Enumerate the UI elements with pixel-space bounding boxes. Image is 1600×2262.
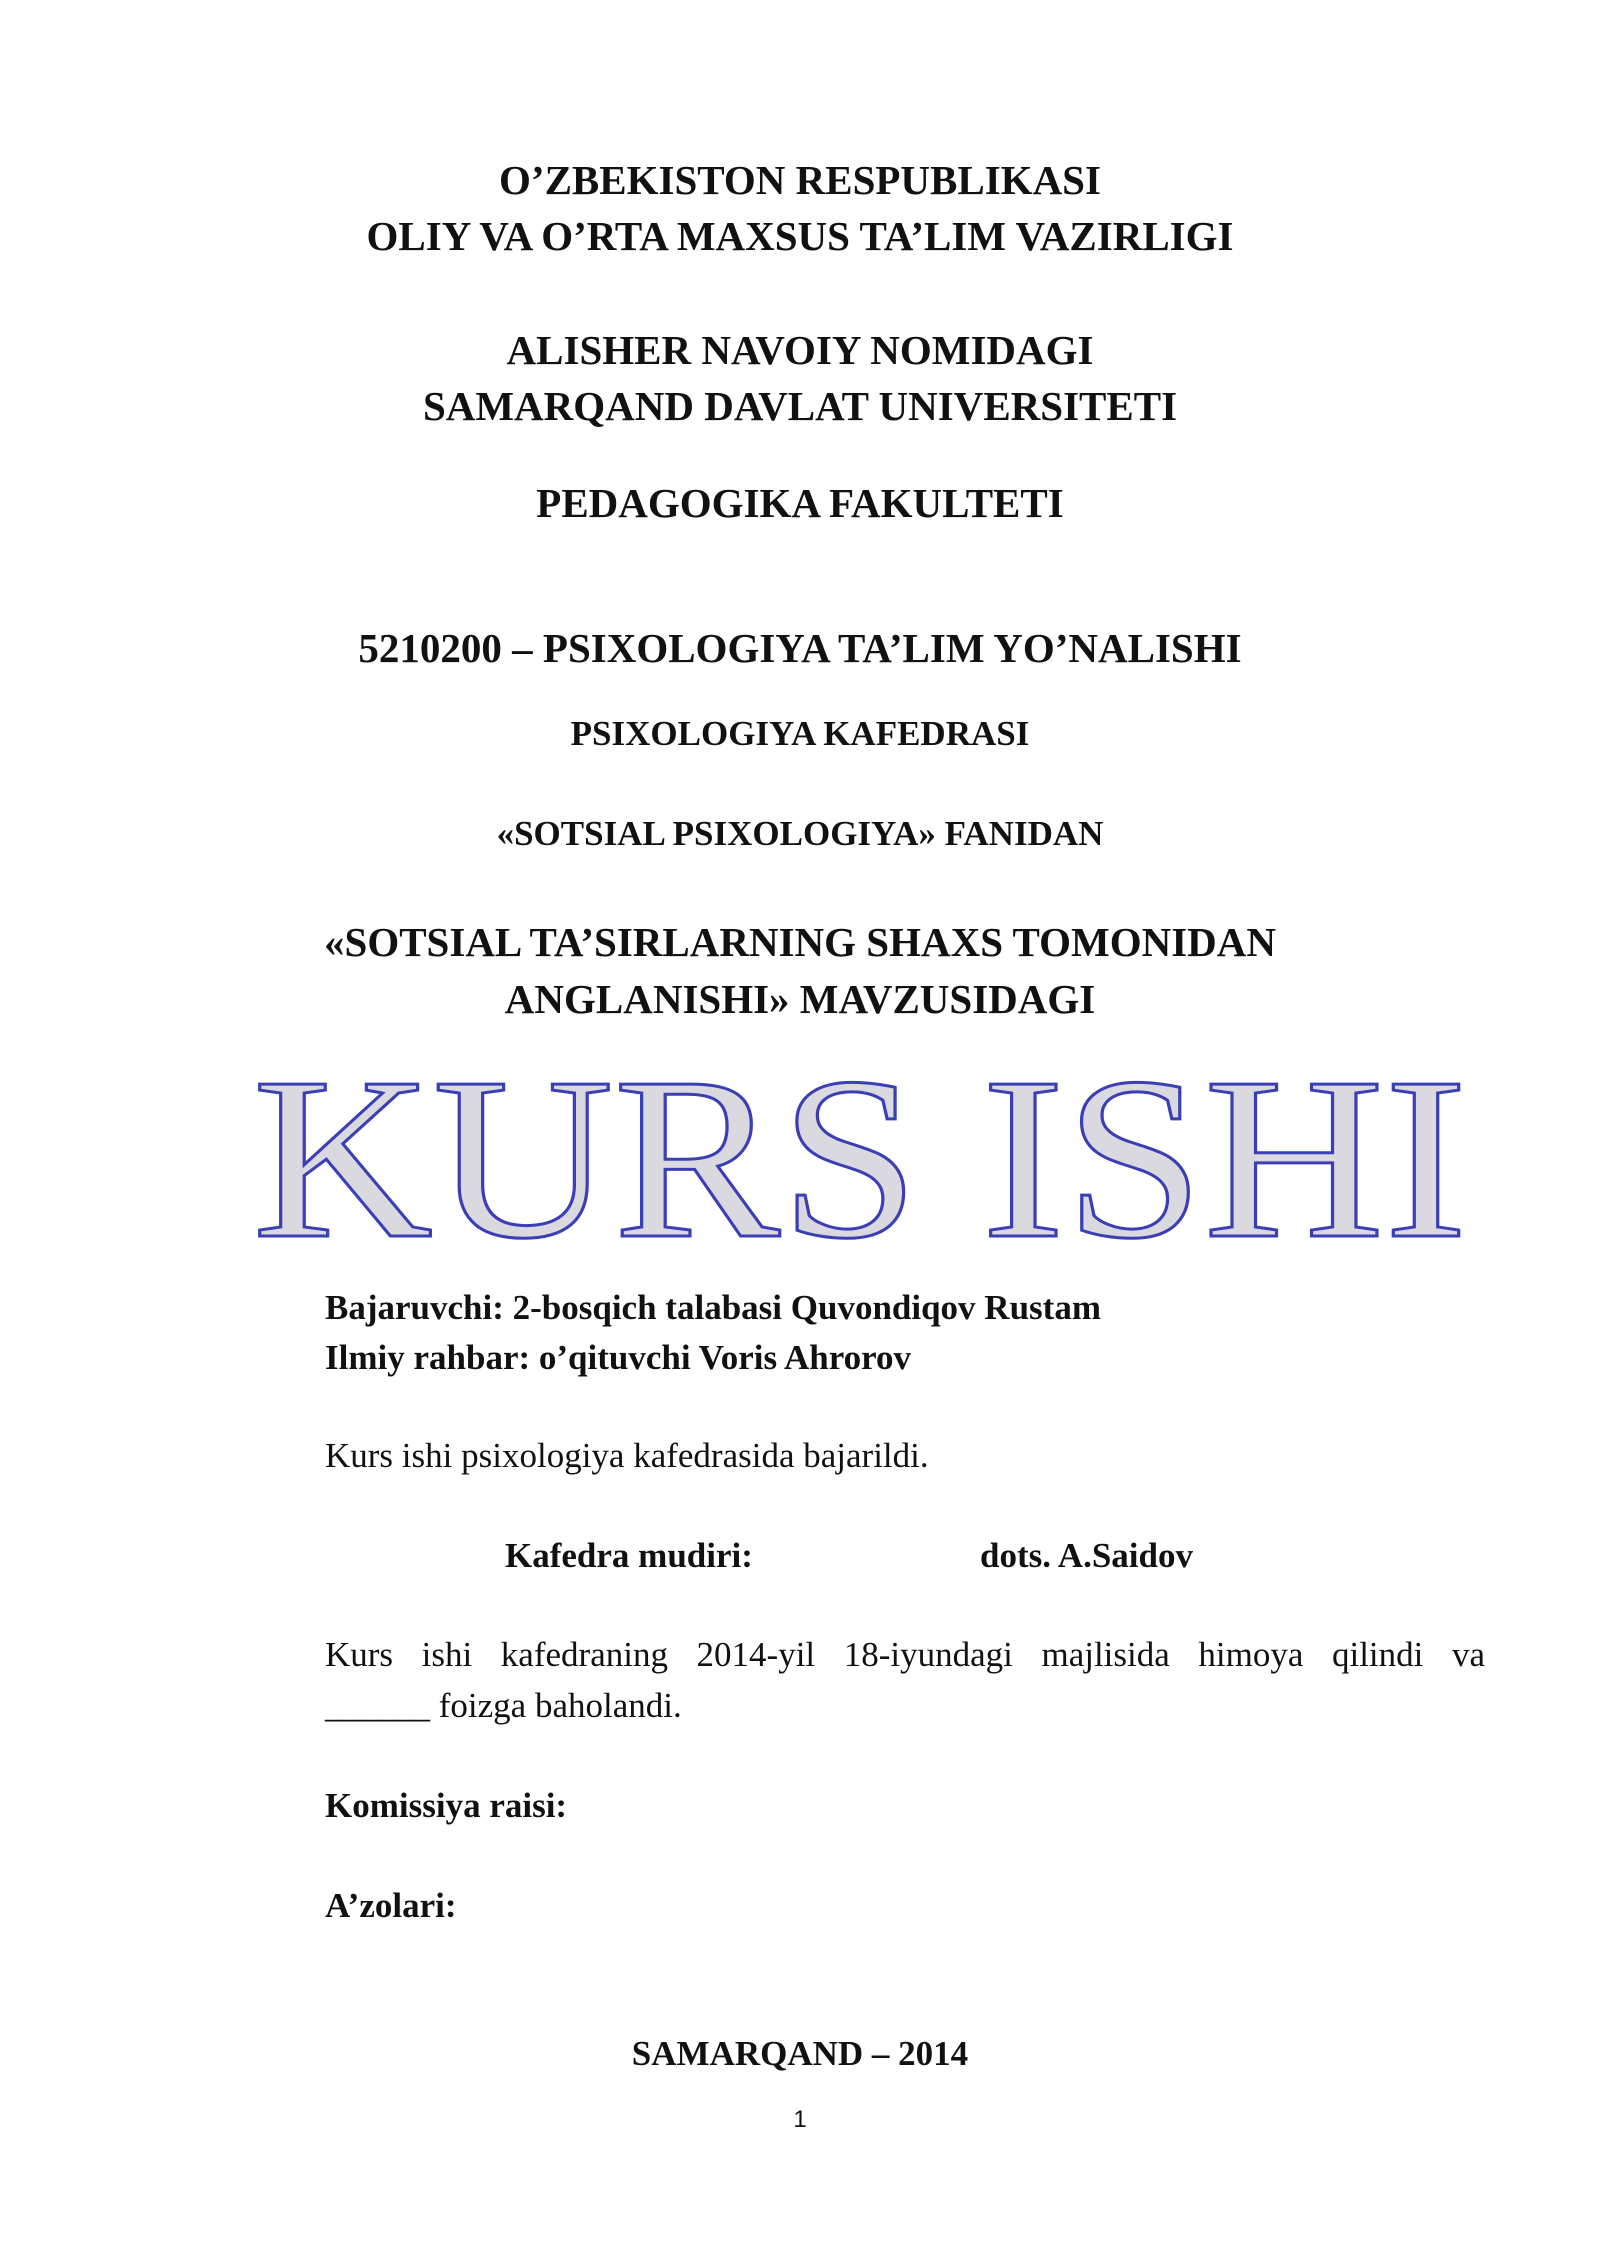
defense-note-line-1: Kurs ishi kafedraning 2014-yil 18-iyundagi majlisida himoya qilindi va [325, 1635, 1485, 1674]
faculty-title: PEDAGOGIKA FAKULTETI [536, 480, 1064, 526]
department-title: PSIXOLOGIYA KAFEDRASI [570, 714, 1030, 753]
university-line-2: SAMARQAND DAVLAT UNIVERSITETI [422, 383, 1178, 429]
head-of-department-name: dots. A.Saidov [980, 1536, 1193, 1575]
head-of-department-label: Kafedra mudiri: [505, 1536, 753, 1575]
subject-title: «SOTSIAL PSIXOLOGIYA» FANIDAN [496, 814, 1104, 853]
kurs-ishi-banner-text: KURS ISHI [252, 1050, 1468, 1250]
ministry-line-2: OLIY VA O’RTA MAXSUS TA’LIM VAZIRLIGI [366, 213, 1234, 259]
kurs-ishi-banner [240, 1050, 1480, 1250]
supervisor-line: Ilmiy rahbar: o’qituvchi Voris Ahrorov [325, 1338, 911, 1377]
university-line-1: ALISHER NAVOIY NOMIDAGI [506, 327, 1094, 373]
completed-note: Kurs ishi psixologiya kafedrasida bajarildi. [325, 1436, 929, 1475]
commission-chair-label: Komissiya raisi: [325, 1786, 568, 1825]
page-number: 1 [793, 2106, 807, 2133]
defense-note-line-2: ______ foizga baholandi. [325, 1686, 682, 1725]
commission-members-label: A’zolari: [325, 1886, 457, 1925]
topic-line-2: ANGLANISHI» MAVZUSIDAGI [504, 976, 1096, 1022]
city-year: SAMARQAND – 2014 [631, 2034, 969, 2073]
ministry-line-1: O’ZBEKISTON RESPUBLIKASI [499, 157, 1101, 203]
performer-line: Bajaruvchi: 2-bosqich talabasi Quvondiqov Rustam [325, 1288, 1101, 1327]
topic-line-1: «SOTSIAL TA’SIRLARNING SHAXS TOMONIDAN [324, 919, 1276, 965]
direction-title: 5210200 – PSIXOLOGIYA TA’LIM YO’NALISHI [358, 625, 1242, 671]
